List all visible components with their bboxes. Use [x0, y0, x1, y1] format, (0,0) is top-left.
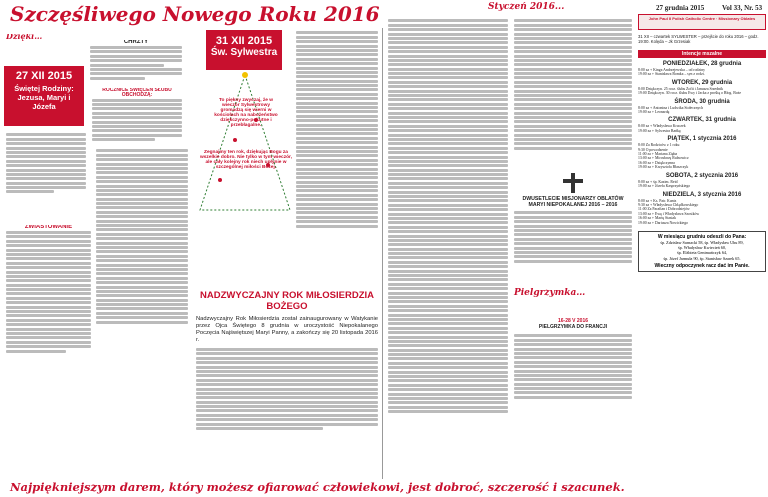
page1-right-column: [296, 30, 378, 280]
day-heading: WTOREK, 29 grudnia: [671, 79, 733, 86]
page-divider: [382, 28, 383, 479]
announcements-col-a: [388, 18, 508, 473]
sylwester-date: 31 XII 2015: [215, 35, 273, 47]
mass-intention-row: 8:00 za + Ks. Patr. Kuntz: [638, 198, 677, 203]
banner-title: Szczęśliwego Nowego Roku 2016: [10, 2, 380, 26]
header-month: Styczeń 2016...: [488, 2, 565, 12]
chrzty-block: [90, 40, 182, 82]
mass-intention-row: 19:00 za + Sylwestra Bańkę: [638, 128, 681, 133]
sylwester-verse: To piękny zwyczaj, że w wieczór Sylwestrowy gromadzą się wierni w kościołach na nabożeństwo dziękczynno-pokutne i przebłagalne.: [214, 98, 278, 129]
pielgrzymka-heading: Pielgrzymka…: [514, 288, 586, 298]
pielgrzymka-section: [514, 288, 632, 468]
deceased-list: [641, 240, 763, 261]
day-heading: PIĄTEK, 1 stycznia 2016: [667, 136, 737, 143]
parish-logo-box: John Paul II Polish Catholic Centre · Missionary Oblates: [638, 14, 766, 30]
footer-quote: Najpiękniejszym darem, który możesz ofiarować człowiekowi, jest dobroć, szczerość i szacunek.: [10, 480, 625, 494]
mass-intention-row: 19:00 za + Stanisława Bomka – syn z rodzi.: [638, 72, 705, 77]
feast-date: 27 XII 2015: [15, 70, 73, 82]
deceased-box: [638, 231, 766, 272]
mass-intention-row: 19:00 za + Leonardę: [638, 110, 670, 115]
chrzty-heading: CHRZTY: [123, 40, 149, 45]
parish-name: John Paul II Polish Catholic Centre: [648, 16, 715, 21]
mass-intention-row: 16:00 za + Dziękczynna: [638, 160, 675, 165]
nadzwyczajny-intro: Nadzwyczajny Rok Miłosierdzia został zainaugurowany w Watykanie przez Ojca Świętego 8 grudnia w uroczystość Niepokalanego Poczęcia Najświętszej Maryi Panny, a zakończy się 20 listopada 2016 r.: [196, 316, 378, 343]
pielgrzymka-date: 16-28 V 2016: [557, 318, 589, 324]
mass-intention-row: 13:00 za + Ewę i Władysława Szostków: [638, 211, 700, 216]
pielgrzymka-title: PIELGRZYMKA DO FRANCJI: [538, 324, 608, 330]
mass-intentions-list: [638, 61, 766, 225]
dwusetlecie-section: [514, 170, 632, 280]
mass-intention-row: 9:30 za + Władysława Chłądkowskiego: [638, 202, 699, 207]
wieczny-odpoczynek: Wieczny odpoczynek racz dać im Panie.: [654, 262, 750, 269]
mass-intention-row: 13:00 za + Mirosławę Rulnowicz: [638, 156, 689, 161]
page-right: [384, 0, 768, 497]
feast-name: Świętej Rodziny: Jezusa, Maryi i Józefa: [14, 84, 74, 111]
nadzwyczajny-title: NADZWYCZAJNY ROK MIŁOSIERDZIA BOŻEGO: [200, 290, 374, 312]
deceased-item: śp. Zdzisław Sarnacki 58, śp. Władysław Ubu 89,: [660, 239, 744, 245]
dwusetlecie-text: [514, 210, 632, 280]
zwiastowanie-heading: ZWIASTOWANIE: [24, 225, 73, 230]
rocznice-heading: ROCZNICE ŚWIĘCEŃ SŁUBU OBCHODZĄ:: [102, 88, 172, 98]
christmas-tree-icon: [190, 70, 300, 220]
mass-intention-row: 19:00 za + Józefa Kasprzyńskiego: [638, 184, 691, 189]
mass-intention-row: 8:00 za + śp. Kazim. Reid: [638, 179, 678, 184]
sylwester-box: [206, 30, 282, 70]
middle-announcements: [96, 148, 188, 383]
mass-intention-row: 9:30 O powodzenie: [638, 147, 668, 152]
day-heading: SOBOTA, 2 stycznia 2016: [665, 172, 739, 179]
mass-intention-row: 8:00 Dziękczyn. 25 rocz. ślubu Zofii i Janusza Srzednik: [638, 86, 723, 91]
feast-box: [4, 66, 84, 126]
intencje-heading: Intencje mszalne: [638, 50, 766, 58]
parish-sub: Missionary Oblates: [718, 16, 756, 21]
deceased-item: śp. Elżbieta Genimańczyk 64,: [676, 250, 728, 256]
dwusetlecie-title: DWUSETLECIE MISJONARZY OBLATÓW MARYI NIEPOKALANEJ 2016 – 2016: [522, 196, 624, 208]
pielgrzymka-text: [514, 333, 632, 423]
dziekujemy-heading: Dzięki…: [6, 34, 43, 41]
mass-intention-row: 8:00 Za Rodziców z 1 roku: [638, 143, 680, 148]
day-heading: PONIEDZIAŁEK, 28 grudnia: [662, 61, 742, 67]
header-volume: Vol 33, Nr. 53: [722, 4, 763, 12]
sylwester-info: 31 XII – czwartek SYLWESTER – przejście do roku 2016 – godz. 19:00. Kolęda – Jk Grzesiak: [638, 34, 759, 44]
mass-intention-row: 19:00 Dziękczyn. 30 rocz. ślubu Ewy i Jacka z prośbą o Błog. Boże: [638, 91, 742, 96]
mass-intention-row: 16:00 za + Marię Stasiak: [638, 216, 676, 221]
day-heading: ŚRODA, 30 grudnia: [674, 98, 730, 105]
day-heading: CZWARTEK, 31 grudnia: [668, 117, 736, 124]
sylwester-verse-2: Zegnajmy ten rok, dziękując Bogu za wszelkie dobro. Nie tylko w tym wieczór, ale cały kolejny rok niech upłynie w szczególnej miłości Bożej.: [200, 150, 292, 171]
announcements-col-b: [514, 18, 632, 168]
mass-intention-row: 8:00 za + Kinga Andrzejewska – od rodziny: [638, 68, 705, 72]
mass-intention-row: 11:00 Za Parafian i Dobrodziejów: [638, 207, 690, 212]
mass-intention-row: 8:00 za + Antonina i Ludwika Stołecznych: [638, 105, 703, 110]
masses-column: [638, 14, 766, 484]
oblates-emblem-icon: [514, 170, 632, 196]
mass-intention-row: 11:00 za + Mariana Zięba: [638, 152, 678, 157]
mass-intention-row: 19:00 za + Dariusza Nowickiego: [638, 220, 689, 225]
deceased-item: śp. Józef Jarmuła 90, śp. Stanisław Szarek 65.: [663, 255, 741, 261]
deceased-heading: W miesiącu grudniu odeszli do Pana:: [657, 233, 747, 240]
header-date: 27 grudnia 2015: [656, 4, 705, 12]
nadzwyczajny-section: [196, 290, 378, 476]
sylwester-saint: Św. Sylwestra: [210, 47, 278, 58]
day-heading: NIEDZIELA, 3 stycznia 2016: [662, 191, 742, 198]
deceased-item: śp. Władysław Kwiecień 60,: [678, 245, 726, 251]
left-body-text: [6, 132, 86, 222]
zwiastowanie-block: [6, 225, 91, 385]
mass-intention-row: 8:00 za + Władysława Kruczek: [638, 124, 686, 129]
rocznice-block: [92, 88, 182, 144]
mass-intention-row: 19:00 za + Krzysztofa Błaszczyk: [638, 165, 689, 170]
